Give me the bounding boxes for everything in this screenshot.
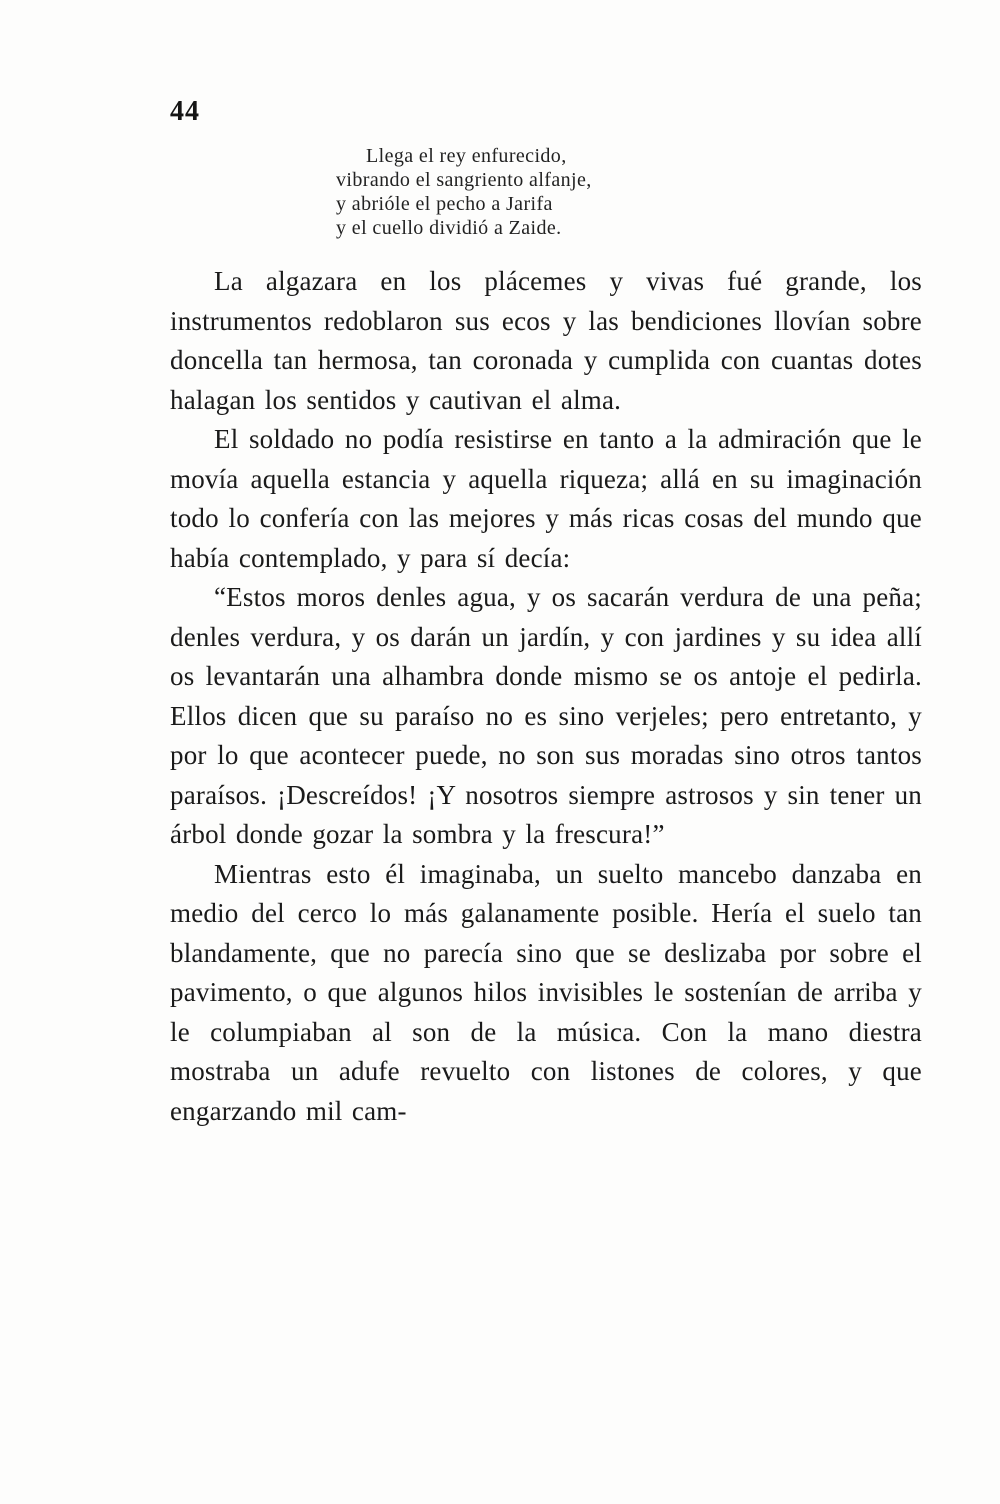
verse-line: y abrióle el pecho a Jarifa [336,193,553,215]
paragraph: “Estos moros denles agua, y os sacarán verdura de una peña; denles verdura, y os darán un jardín, y con jardines y su idea allí os levantarán una alhambra donde mismo se os antoje el pedirla. Ellos dicen que su paraíso no es sino verjeles; pero entretanto, y por lo que acontecer puede, no son sus moradas sino otros tantos paraísos. ¡Descreídos! ¡Y nosotros siempre astrosos y sin tener un árbol donde gozar la sombra y la frescura!” [170,582,922,849]
body-text [170,262,922,1131]
paragraph: La algazara en los plácemes y vivas fué grande, los instrumentos redoblaron sus ecos y las bendiciones llovían sobre doncella tan hermosa, tan coronada y cumplida con cuantas dotes halagan los sentidos y cautivan el alma. [170,266,922,415]
verse-block [336,144,922,240]
paragraph: El soldado no podía resistirse en tanto a la admiración que le movía aquella estancia y aquella riqueza; allá en su imaginación todo lo confería con las mejores y más ricas cosas del mundo que había contemplado, y para sí decía: [170,424,922,573]
text-column [170,96,922,1131]
verse-line: y el cuello dividió a Zaide. [336,217,562,239]
verse-line: Llega el rey enfurecido, [366,145,567,167]
paragraph: Mientras esto él imaginaba, un suelto mancebo danzaba en medio del cerco lo más galanamente posible. Hería el suelo tan blandamente, que no parecía sino que se deslizaba por sobre el pavimento, o que algunos hilos invisibles le sostenían de arriba y le columpiaban al son de la música. Con la mano diestra mostraba un adufe revuelto con listones de colores, y que engarzando mil cam- [170,858,922,1126]
verse-line: vibrando el sangriento alfanje, [336,169,592,191]
page-number: 44 [170,96,200,127]
